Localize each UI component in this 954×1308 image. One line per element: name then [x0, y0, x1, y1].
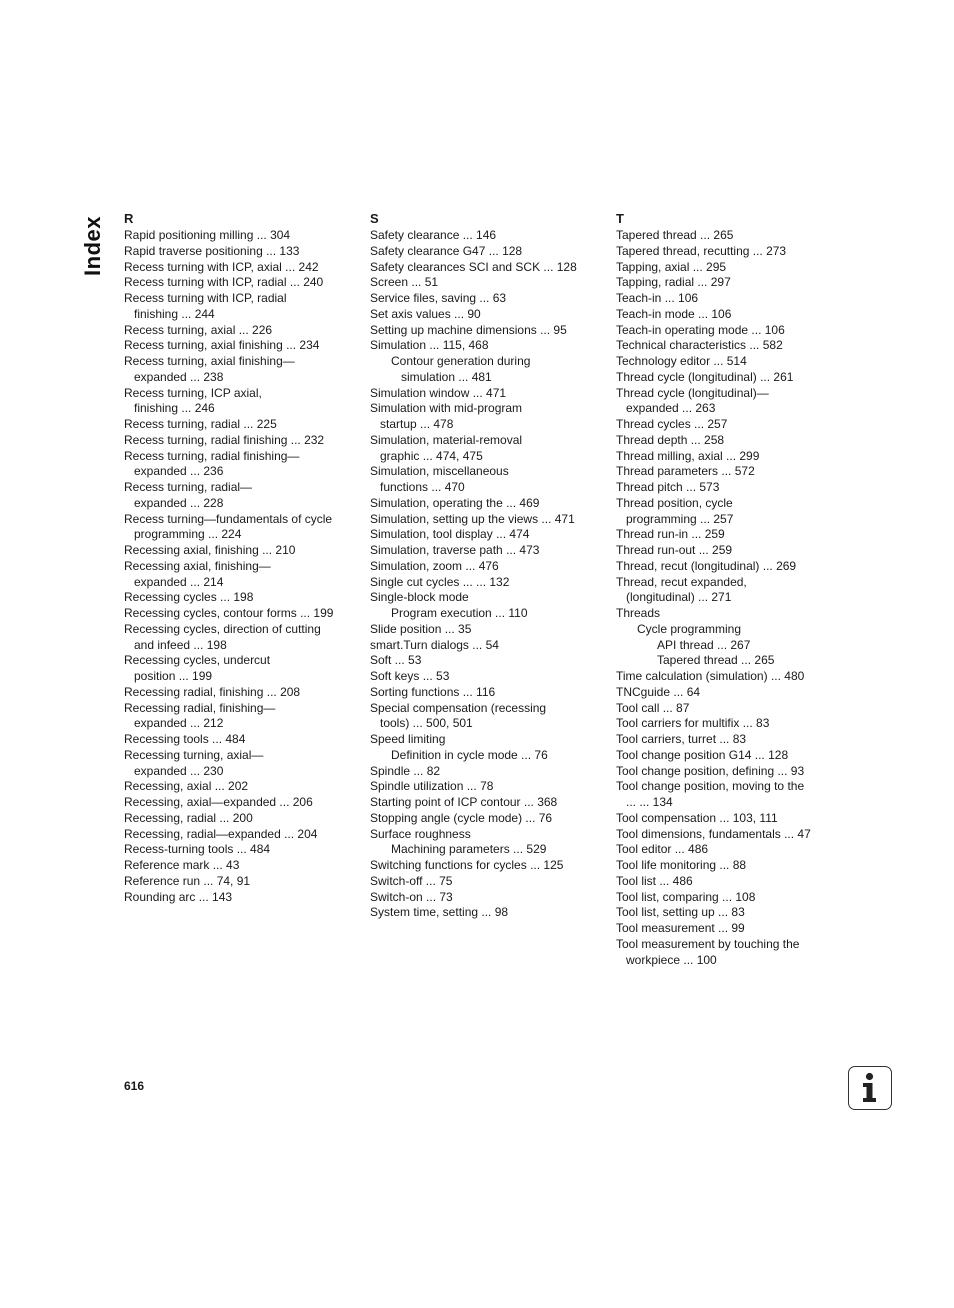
- index-entry: Recessing cycles, undercut: [124, 653, 271, 668]
- index-entry: Thread parameters ... 572: [616, 464, 755, 479]
- index-entry: expanded ... 212: [134, 716, 224, 731]
- index-entry: Simulation, tool display ... 474: [370, 527, 530, 542]
- index-entry: Screen ... 51: [370, 275, 439, 290]
- index-entry: Recessing, radial—expanded ... 204: [124, 826, 318, 841]
- index-entry: Thread cycles ... 257: [616, 417, 728, 431]
- index-entry: Thread cycle (longitudinal) ... 261: [616, 369, 794, 384]
- index-entry: Simulation window ... 471: [370, 385, 507, 400]
- index-entry: Speed limiting: [370, 732, 446, 746]
- index-entry: Technology editor ... 514: [616, 354, 747, 368]
- index-title-text: Index: [80, 216, 105, 276]
- index-entry: Tool change position, defining ... 93: [616, 763, 805, 778]
- index-entry: Stopping angle (cycle mode) ... 76: [370, 810, 553, 825]
- index-entry: Tool life monitoring ... 88: [616, 858, 747, 872]
- index-entry: Tool change position, moving to the: [616, 779, 805, 794]
- index-entry: Rapid positioning milling ... 304: [124, 228, 291, 242]
- index-entry: and infeed ... 198: [134, 637, 227, 652]
- index-entry: Thread pitch ... 573: [616, 480, 720, 494]
- index-entry: Safety clearances SCI and SCK ... 128: [370, 259, 577, 274]
- index-entry: Tool call ... 87: [616, 700, 690, 715]
- index-entry: Tapered thread, recutting ... 273: [616, 243, 787, 258]
- index-entry: finishing ... 244: [134, 306, 215, 321]
- index-entry: Teach-in operating mode ... 106: [616, 322, 785, 337]
- index-entry: Recess turning, axial ... 226: [124, 322, 273, 337]
- index-entry: finishing ... 246: [134, 401, 215, 416]
- index-entry: Reference run ... 74, 91: [124, 873, 251, 888]
- section-letter-t: T: [616, 211, 624, 226]
- index-entry: Recessing radial, finishing ... 208: [124, 684, 301, 699]
- index-entry: Thread position, cycle: [616, 495, 733, 510]
- index-column-s: [370, 211, 606, 921]
- index-column-r: [124, 211, 360, 905]
- index-entry: Tool carriers for multifix ... 83: [616, 716, 770, 731]
- entry-list-s: [370, 228, 606, 921]
- index-entry: graphic ... 474, 475: [380, 448, 483, 463]
- index-entry: Recessing turning, axial—: [124, 747, 264, 762]
- index-entry: Soft ... 53: [370, 653, 422, 668]
- index-entry: Thread milling, axial ... 299: [616, 448, 760, 463]
- index-entry: System time, setting ... 98: [370, 905, 509, 920]
- index-entry: Recessing, axial ... 202: [124, 779, 249, 794]
- index-entry: Single cut cycles ... ... 132: [370, 574, 510, 589]
- index-entry: Simulation, miscellaneous: [370, 464, 509, 479]
- index-entry: Thread run-out ... 259: [616, 543, 733, 557]
- index-entry: Recessing radial, finishing—: [124, 700, 276, 715]
- index-entry: expanded ... 230: [134, 763, 224, 778]
- index-entry: Service files, saving ... 63: [370, 291, 507, 305]
- index-entry: Safety clearance G47 ... 128: [370, 243, 523, 258]
- index-entry: Sorting functions ... 116: [370, 684, 496, 699]
- index-entry: programming ... 224: [134, 527, 242, 542]
- index-entry: expanded ... 214: [134, 574, 224, 589]
- index-entry: startup ... 478: [380, 417, 454, 431]
- index-entry: Starting point of ICP contour ... 368: [370, 795, 558, 809]
- index-entry: Recessing axial, finishing ... 210: [124, 543, 296, 557]
- index-entry: Teach-in mode ... 106: [616, 306, 732, 321]
- index-entry: Thread depth ... 258: [616, 432, 725, 447]
- index-entry: Tool change position G14 ... 128: [616, 747, 789, 762]
- index-entry: expanded ... 263: [626, 401, 716, 416]
- index-entry: Technical characteristics ... 582: [616, 338, 783, 353]
- index-entry: Recessing cycles ... 198: [124, 590, 254, 605]
- index-entry: Simulation with mid-program: [370, 401, 523, 416]
- index-entry: Recess-turning tools ... 484: [124, 842, 271, 857]
- index-entry: Tool list, setting up ... 83: [616, 905, 745, 920]
- index-entry: Switch-on ... 73: [370, 889, 453, 904]
- index-entry: Tapered thread ... 265: [657, 653, 775, 668]
- index-entry: Thread cycle (longitudinal)—: [616, 385, 769, 400]
- index-entry: Tapping, axial ... 295: [616, 259, 727, 274]
- index-entry: Simulation, traverse path ... 473: [370, 543, 540, 557]
- index-entry: simulation ... 481: [401, 369, 492, 384]
- index-entry: Single-block mode: [370, 590, 469, 605]
- index-entry: Time calculation (simulation) ... 480: [616, 669, 805, 683]
- entry-list-t: [616, 228, 852, 968]
- index-entry: position ... 199: [134, 669, 213, 683]
- index-entry: Recessing cycles, contour forms ... 199: [124, 606, 334, 620]
- index-entry: Rounding arc ... 143: [124, 889, 233, 904]
- index-entry: Recess turning, radial finishing ... 232: [124, 432, 325, 447]
- index-entry: Tool measurement ... 99: [616, 921, 745, 935]
- index-entry: expanded ... 236: [134, 464, 224, 479]
- index-entry: Rapid traverse positioning ... 133: [124, 243, 300, 258]
- index-entry: ... ... 134: [626, 795, 673, 809]
- index-entry: Contour generation during: [391, 354, 531, 368]
- index-entry: Teach-in ... 106: [616, 291, 699, 305]
- index-entry: Tool compensation ... 103, 111: [616, 810, 778, 825]
- index-entry: Switching functions for cycles ... 125: [370, 858, 564, 872]
- index-entry: Set axis values ... 90: [370, 306, 481, 321]
- index-entry: Simulation, zoom ... 476: [370, 558, 499, 573]
- index-entry: Recessing cycles, direction of cutting: [124, 621, 321, 636]
- index-entry: smart.Turn dialogs ... 54: [370, 637, 499, 652]
- index-entry: Setting up machine dimensions ... 95: [370, 322, 567, 337]
- index-entry: Simulation, operating the ... 469: [370, 495, 540, 510]
- index-entry: expanded ... 228: [134, 495, 224, 510]
- index-entry: Recessing axial, finishing—: [124, 558, 271, 573]
- index-entry: (longitudinal) ... 271: [626, 590, 732, 605]
- index-entry: Switch-off ... 75: [370, 873, 453, 888]
- index-entry: Recess turning, radial ... 225: [124, 417, 277, 431]
- index-entry: Recess turning with ICP, axial ... 242: [124, 259, 319, 274]
- index-entry: Simulation, setting up the views ... 471: [370, 511, 575, 526]
- index-entry: Thread, recut (longitudinal) ... 269: [616, 558, 797, 573]
- index-entry: Recess turning, axial finishing ... 234: [124, 338, 320, 353]
- index-entry: expanded ... 238: [134, 369, 224, 384]
- index-side-title: [78, 214, 108, 278]
- index-entry: Recess turning, axial finishing—: [124, 354, 295, 368]
- info-icon: [848, 1066, 892, 1110]
- section-letter-s: S: [370, 211, 379, 226]
- index-entry: Spindle utilization ... 78: [370, 779, 494, 794]
- index-entry: Tool carriers, turret ... 83: [616, 732, 747, 746]
- index-entry: Recessing, radial ... 200: [124, 810, 253, 825]
- index-entry: Recess turning, ICP axial,: [124, 385, 262, 400]
- index-entry: Simulation, material-removal: [370, 432, 523, 447]
- index-entry: Tool list, comparing ... 108: [616, 889, 756, 904]
- index-entry: Machining parameters ... 529: [391, 842, 547, 857]
- page-number: 616: [124, 1079, 145, 1093]
- index-entry: Spindle ... 82: [370, 763, 441, 778]
- index-entry: Recessing tools ... 484: [124, 732, 246, 746]
- index-entry: Reference mark ... 43: [124, 858, 240, 872]
- index-entry: API thread ... 267: [657, 637, 751, 652]
- index-entry: Simulation ... 115, 468: [370, 338, 489, 353]
- section-letter-r: R: [124, 211, 134, 226]
- index-entry: programming ... 257: [626, 511, 734, 526]
- index-entry: Tool measurement by touching the: [616, 936, 800, 951]
- index-entry: Safety clearance ... 146: [370, 228, 497, 242]
- index-entry: Recessing, axial—expanded ... 206: [124, 795, 313, 809]
- index-entry: Tool list ... 486: [616, 873, 693, 888]
- index-entry: Soft keys ... 53: [370, 669, 450, 683]
- index-entry: TNCguide ... 64: [616, 684, 701, 699]
- index-entry: Recess turning, radial finishing—: [124, 448, 300, 463]
- index-entry: Slide position ... 35: [370, 621, 472, 636]
- index-entry: Recess turning—fundamentals of cycle: [124, 511, 333, 526]
- index-entry: Threads: [616, 606, 661, 620]
- info-icon-glyph: [849, 1067, 890, 1108]
- index-entry: Special compensation (recessing: [370, 700, 547, 715]
- index-entry: Recess turning with ICP, radial ... 240: [124, 275, 324, 290]
- index-entry: tools) ... 500, 501: [380, 716, 473, 731]
- index-entry: Cycle programming: [637, 621, 742, 636]
- index-entry: Thread, recut expanded,: [616, 574, 747, 589]
- index-entry: Thread run-in ... 259: [616, 527, 725, 542]
- index-entry: Tapping, radial ... 297: [616, 275, 731, 290]
- index-entry: Tool editor ... 486: [616, 842, 709, 857]
- index-entry: Surface roughness: [370, 826, 471, 841]
- index-entry: workpiece ... 100: [626, 952, 717, 967]
- index-entry: Recess turning, radial—: [124, 480, 253, 494]
- index-column-t: [616, 211, 852, 968]
- entry-list-r: [124, 228, 360, 905]
- index-entry: Definition in cycle mode ... 76: [391, 747, 548, 762]
- index-entry: Program execution ... 110: [391, 606, 528, 620]
- index-entry: Tool dimensions, fundamentals ... 47: [616, 826, 811, 841]
- index-entry: Recess turning with ICP, radial: [124, 291, 287, 305]
- index-entry: functions ... 470: [380, 480, 465, 494]
- index-entry: Tapered thread ... 265: [616, 228, 734, 242]
